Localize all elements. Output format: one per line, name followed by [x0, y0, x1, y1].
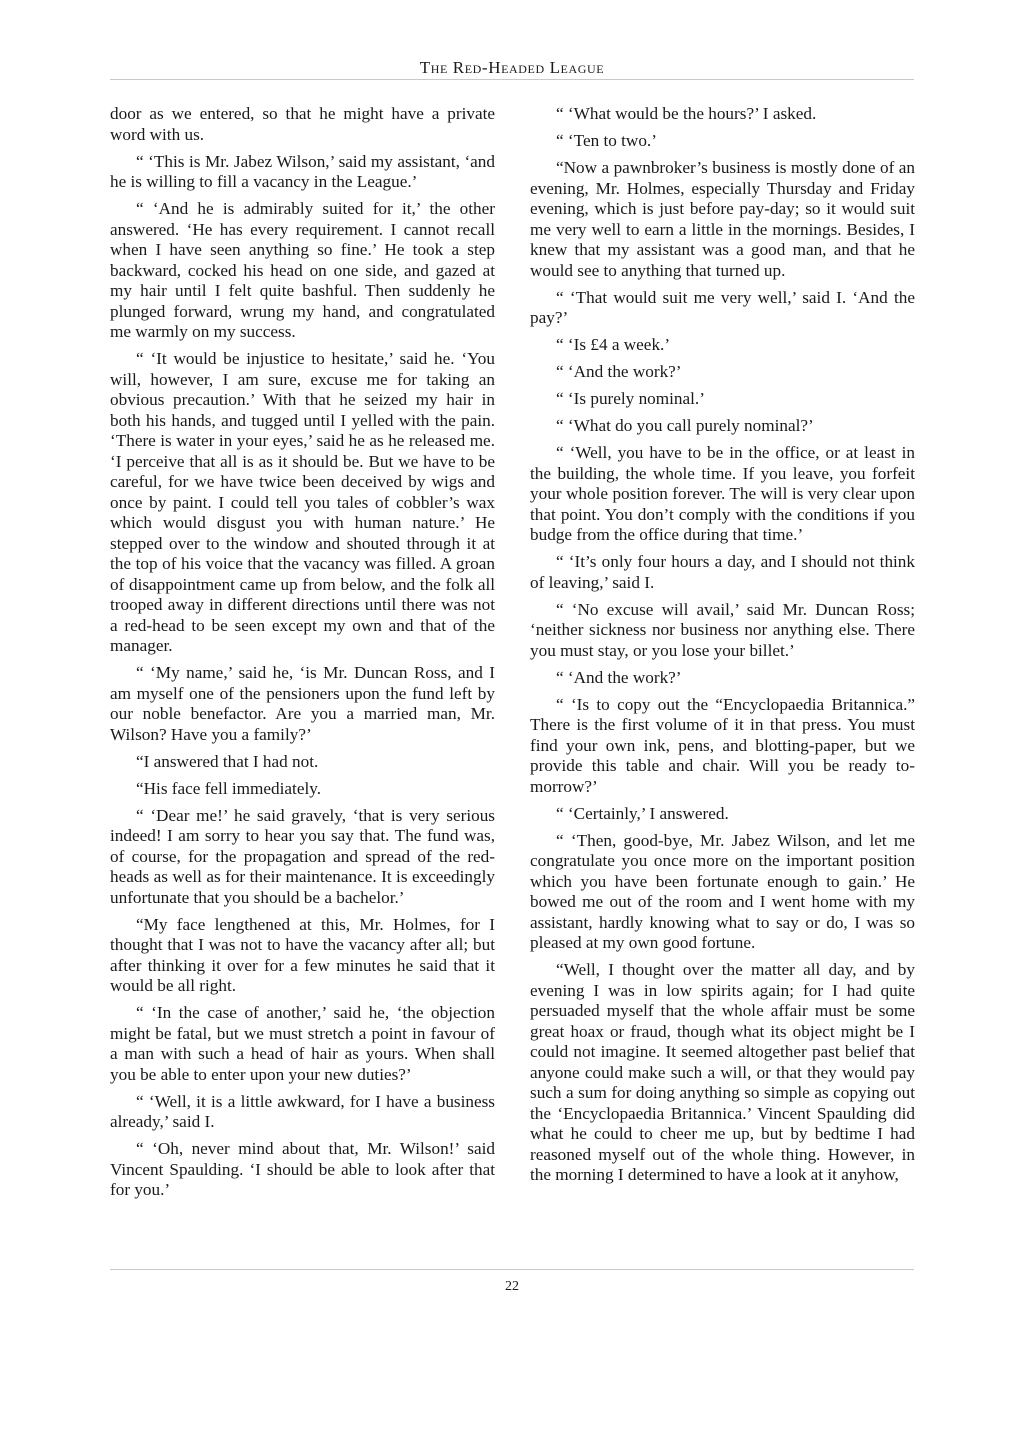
paragraph: “ ‘Ten to two.’	[556, 131, 657, 150]
paragraph: “ ‘Certainly,’ I answered.	[556, 803, 729, 823]
paragraph: “ ‘Is £4 a week.’	[556, 335, 671, 354]
paragraph: “ ‘And he is admirably suited for it,’ the other answered. ‘He has every requirement. I cannot recall when I have seen anything so fine.’ He took a step backward, cocked his head on one side, and gazed at my hair until I felt quite bashful. Then suddenly he plunged forward, wrung my hand, and congratulated me warmly on my success.	[110, 199, 495, 341]
paragraph: “ ‘Dear me!’ he said gravely, ‘that is very serious indeed! I am sorry to hear you say that. The fund was, of course, for the propagation and spread of the red-heads as well as for their maintenance. It is exceedingly unfortunate that you should be a bachelor.’	[110, 805, 495, 907]
page-number: 22	[505, 1279, 519, 1294]
paragraph: door as we entered, so that he might have a private word with us.	[110, 104, 495, 144]
paragraph: “His face fell immediately.	[136, 778, 321, 798]
paragraph: “ ‘What would be the hours?’ I asked.	[556, 104, 817, 123]
paragraph: “ ‘Then, good-bye, Mr. Jabez Wilson, and let me congratulate you once more on the important position which you have been fortunate enough to gain.’ He bowed me out of the room and I went home with my assistant, hardly knowing what to say or do, I was so pleased at my own good fortune.	[530, 830, 915, 952]
paragraph: “ ‘Oh, never mind about that, Mr. Wilson!’ said Vincent Spaulding. ‘I should be able to look after that for you.’	[110, 1139, 495, 1199]
running-head-title: The Red-Headed League	[419, 58, 605, 77]
paragraph: “ ‘It would be injustice to hesitate,’ said he. ‘You will, however, I am sure, excuse me for taking an obvious precaution.’ With that he seized my hair in both his hands, and tugged until I yelled with the pain. ‘There is water in your eyes,’ said he as he released me. ‘I perceive that all is as it should be. But we have to be careful, for we have twice been deceived by wigs and once by paint. I could tell you tales of cobbler’s wax which would disgust you with human nature.’ He stepped over to the window and shouted through it at the top of his voice that the vacancy was filled. A groan of disappointment came up from below, and the folk all trooped away in different directions until there was not a red-head to be seen except my own and that of the manager.	[110, 349, 495, 655]
footer-rule	[110, 1269, 914, 1270]
paragraph: “ ‘Well, it is a little awkward, for I have a business already,’ said I.	[110, 1091, 495, 1131]
header-rule	[110, 79, 914, 80]
paragraph: “ ‘In the case of another,’ said he, ‘the objection might be fatal, but we must stretch a point in favour of a man with such a head of hair as yours. When shall you be able to enter upon your new duties?’	[110, 1003, 495, 1084]
paragraph: “Now a pawnbroker’s business is mostly done of an evening, Mr. Holmes, especially Thursday and Friday evening, which is just before pay-day; so it would suit me very well to earn a little in the mornings. Besides, I knew that my assistant was a good man, and that he would see to anything that turned up.	[530, 158, 915, 280]
right-text-column	[530, 104, 915, 1192]
paragraph: “ ‘And the work?’	[556, 667, 682, 687]
paragraph: “Well, I thought over the matter all day, and by evening I was in low spirits again; for I had quite persuaded myself that the whole affair must be some great hoax or fraud, though what its object might be I could not imagine. It seemed altogether past belief that anyone could make such a will, or that they would pay such a sum for doing anything so simple as copying out the ‘Encyclopaedia Britannica.’ Vincent Spaulding did what he could to cheer me up, but by bedtime I had reasoned myself out of the whole thing. However, in the morning I determined to have a look at it anyhow,	[530, 960, 915, 1184]
paragraph: “ ‘Is to copy out the “Encyclopaedia Britannica.” There is the first volume of it in that press. You must find your own ink, pens, and blotting-paper, but we provide this table and chair. Will you be ready to-morrow?’	[530, 694, 915, 796]
paragraph: “ ‘Well, you have to be in the office, or at least in the building, the whole time. If you leave, you forfeit your whole position forever. The will is very clear upon that point. You don’t comply with the conditions if you budge from the office during that time.’	[530, 443, 915, 544]
left-text-column	[110, 104, 495, 1207]
paragraph: “ ‘It’s only four hours a day, and I should not think of leaving,’ said I.	[530, 552, 915, 592]
paragraph: “ ‘That would suit me very well,’ said I. ‘And the pay?’	[530, 287, 915, 327]
paragraph: “ ‘No excuse will avail,’ said Mr. Duncan Ross; ‘neither sickness nor business nor anything else. There you must stay, or you lose your billet.’	[530, 599, 915, 660]
paragraph: “ ‘And the work?’	[556, 362, 682, 381]
paragraph: “I answered that I had not.	[136, 751, 319, 771]
paragraph: “ ‘My name,’ said he, ‘is Mr. Duncan Ross, and I am myself one of the pensioners upon the fund left by our noble benefactor. Are you a married man, Mr. Wilson? Have you a family?’	[110, 663, 495, 744]
paragraph: “ ‘What do you call purely nominal?’	[556, 416, 814, 435]
paragraph: “My face lengthened at this, Mr. Holmes, for I thought that I was not to have the vacancy after all; but after thinking it over for a few minutes he said that it would be all right.	[110, 914, 495, 995]
paragraph: “ ‘Is purely nominal.’	[556, 389, 705, 408]
paragraph: “ ‘This is Mr. Jabez Wilson,’ said my assistant, ‘and he is willing to fill a vacancy in the League.’	[110, 151, 495, 191]
